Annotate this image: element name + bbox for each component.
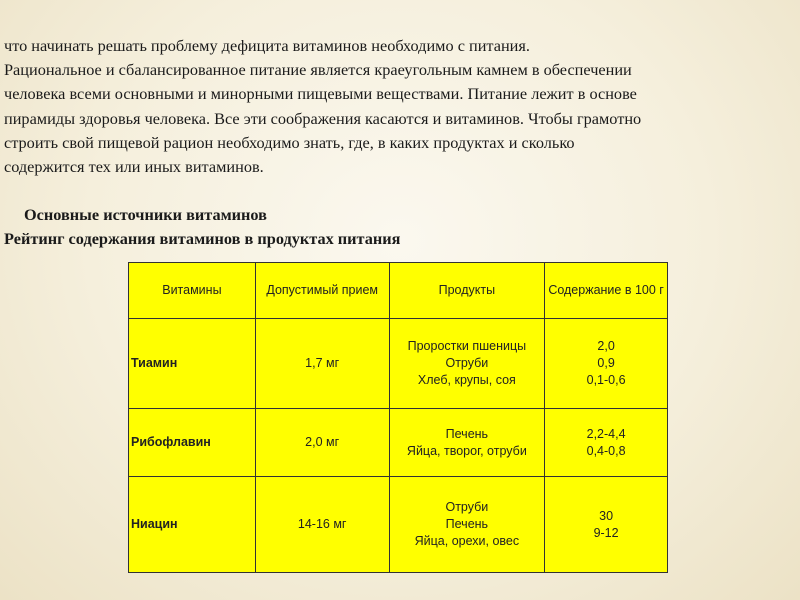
intro-text: что начинать решать проблему дефицита витаминов необходимо с питания. Рациональное и сбалансированное питание является краеугольным камнем в обеспечении человека всеми основными и минорными пищевыми веществами. Питание лежит в основе пирамиды здоровья человека. Все эти соображения касаются и витаминов. Чтобы грамотно строить свой пищевой рацион необходимо знать, где, в каких продуктах и сколько содержится тех или иных витаминов. — [4, 36, 642, 177]
vitamin-intake: 1,7 мг — [255, 319, 389, 409]
content-value: 9-12 — [593, 525, 619, 540]
vitamin-name: Ниацин — [129, 477, 256, 573]
header-vitamins: Витамины — [129, 263, 256, 319]
content-value: 0,9 — [597, 356, 615, 370]
heading-rating: Рейтинг содержания витаминов в продуктах питания — [4, 229, 401, 248]
header-intake: Допустимый прием — [255, 263, 389, 319]
product-item: Яйца, орехи, овес — [414, 534, 520, 548]
product-item: Хлеб, крупы, соя — [417, 373, 516, 387]
vitamin-products — [389, 409, 545, 477]
table-row — [129, 319, 668, 409]
vitamin-name: Рибофлавин — [129, 409, 256, 477]
product-item: Яйца, творог, отруби — [406, 443, 527, 458]
product-item: Проростки пшеницы — [407, 339, 527, 353]
vitamin-intake: 2,0 мг — [255, 409, 389, 477]
intro-paragraph — [4, 34, 796, 179]
vitamin-content — [545, 477, 668, 573]
header-content: Содержание в 100 г — [545, 263, 668, 319]
content-value: 30 — [599, 508, 614, 523]
table-row — [129, 477, 668, 573]
content-value: 2,2-4,4 — [586, 426, 626, 441]
header-products: Продукты — [389, 263, 545, 319]
vitamin-name: Тиамин — [129, 319, 256, 409]
heading-sources: Основные источники витаминов — [24, 205, 267, 224]
vitamin-intake: 14-16 мг — [255, 477, 389, 573]
product-item: Отруби — [445, 356, 489, 370]
vitamin-products — [389, 319, 545, 409]
product-item: Отруби — [445, 500, 489, 514]
vitamin-products — [389, 477, 545, 573]
content-value: 2,0 — [597, 339, 615, 353]
table-header-row — [129, 263, 668, 319]
product-item: Печень — [445, 426, 489, 441]
vitamin-table — [128, 262, 668, 573]
vitamin-content — [545, 319, 668, 409]
content-value: 0,4-0,8 — [586, 443, 626, 458]
table-row — [129, 409, 668, 477]
vitamin-content — [545, 409, 668, 477]
content-value: 0,1-0,6 — [586, 373, 626, 387]
product-item: Печень — [445, 517, 489, 531]
